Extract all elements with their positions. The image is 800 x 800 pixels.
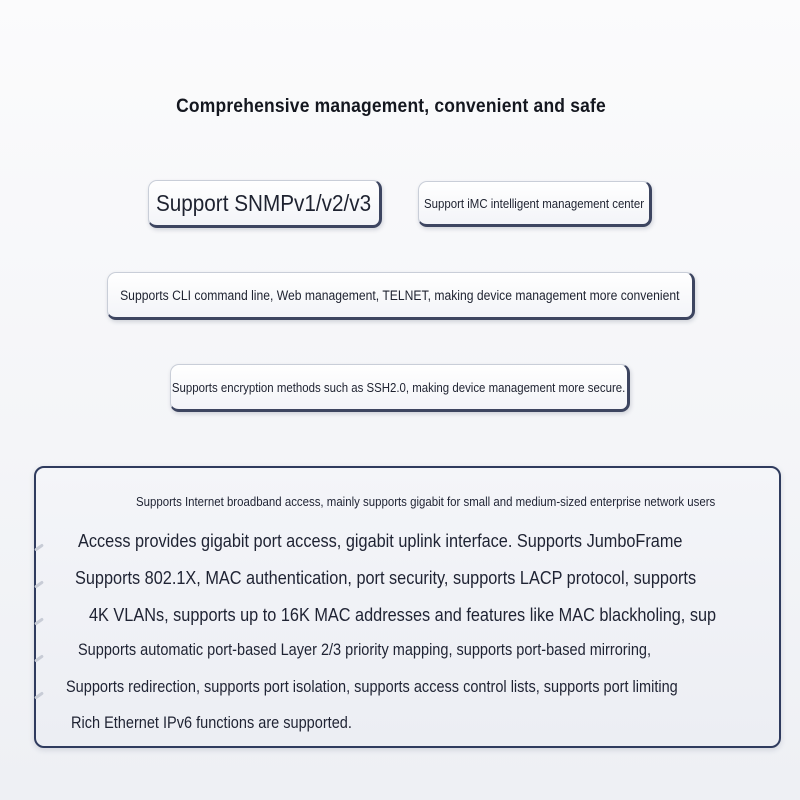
decorative-dash-icon [34,543,44,551]
cli-web-telnet-label: Supports CLI command line, Web management, TELNET, making device management more convenient [120,287,680,303]
snmp-support-label: Support SNMPv1/v2/v3 [156,189,372,216]
ssh-encryption-label: Supports encryption methods such as SSH2.0, making device management more secure. [172,379,626,395]
features-box [34,466,781,748]
feature-line: 4K VLANs, supports up to 16K MAC addresses and features like MAC blackholing, sup [89,604,717,625]
decorative-dash-icon [34,654,44,662]
snmp-support-pill [148,180,382,228]
features-box-heading: Supports Internet broadband access, mainly supports gigabit for small and medium-sized enterprise network users [136,494,716,509]
cli-web-telnet-pill [107,272,695,320]
feature-line: Supports automatic port-based Layer 2/3 priority mapping, supports port-based mirroring, [78,641,652,659]
imc-support-pill [418,181,652,227]
feature-line: Rich Ethernet IPv6 functions are supported. [71,714,352,732]
imc-support-label: Support iMC intelligent management center [423,195,645,211]
page-title: Comprehensive management, convenient and safe [176,96,606,117]
decorative-dash-icon [34,691,44,699]
feature-line: Supports redirection, supports port isolation, supports access control lists, supports port limiting [66,678,678,696]
feature-line: Access provides gigabit port access, gigabit uplink interface. Supports JumboFrame [78,530,683,551]
ssh-encryption-pill [170,364,630,412]
decorative-dash-icon [34,580,44,588]
feature-line: Supports 802.1X, MAC authentication, port security, supports LACP protocol, supports [75,567,697,588]
decorative-dash-icon [34,617,44,625]
